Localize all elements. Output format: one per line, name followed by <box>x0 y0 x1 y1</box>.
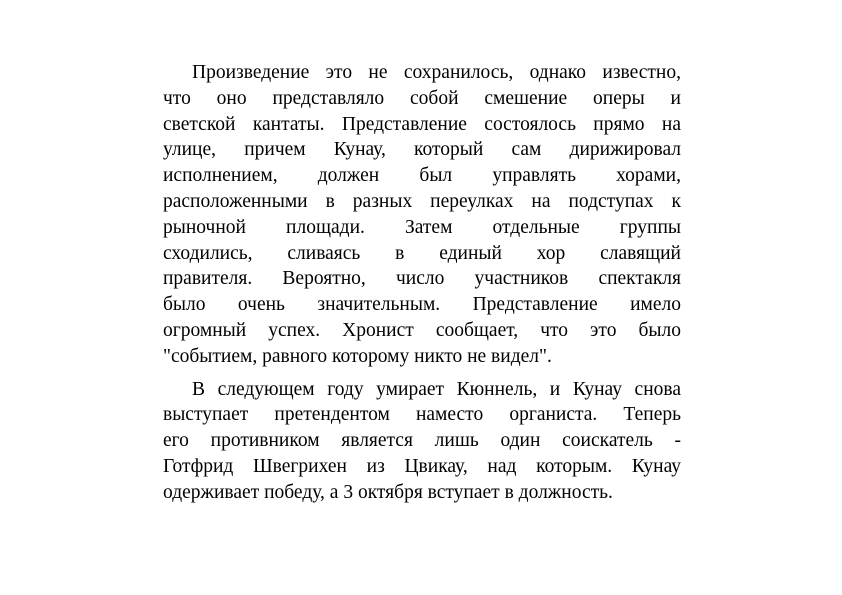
text-line: В следующем году умирает Кюннель, и Кунау снова <box>192 378 681 400</box>
text-line: Произведение это не сохранилось, однако известно, <box>192 62 681 83</box>
document-text <box>163 60 681 506</box>
text-line: Готфрид Швегрихен из Цвикау, над которым. Кунау <box>163 455 681 477</box>
text-line: исполнением, должен был управлять хорами, <box>163 165 681 187</box>
text-line: огромный успех. Хронист сообщает, что это было <box>163 319 681 341</box>
paragraph-2 <box>163 377 681 506</box>
text-line: что оно представляло собой смешение оперы и <box>163 87 681 109</box>
paragraph-spacer <box>163 370 681 377</box>
text-line: было очень значительным. Представление имело <box>163 294 681 316</box>
text-line: одерживает победу, а 3 октября вступает в должность. <box>163 481 613 503</box>
text-line: рыночной площади. Затем отдельные группы <box>163 216 681 238</box>
text-line: правителя. Вероятно, число участников спектакля <box>163 268 681 290</box>
text-line: улице, причем Кунау, который сам дирижировал <box>163 139 681 161</box>
text-line: светской кантаты. Представление состоялось прямо на <box>163 113 681 135</box>
text-line: сходились, сливаясь в единый хор славящий <box>163 242 681 264</box>
text-line: его противником является лишь один соискатель - <box>163 430 681 452</box>
paragraph-1 <box>163 60 681 370</box>
text-line: выступает претендентом наместо органиста. Теперь <box>163 404 681 426</box>
text-line: "событием, равного которому никто не видел". <box>163 345 552 367</box>
text-line: расположенными в разных переулках на подступах к <box>163 190 681 212</box>
